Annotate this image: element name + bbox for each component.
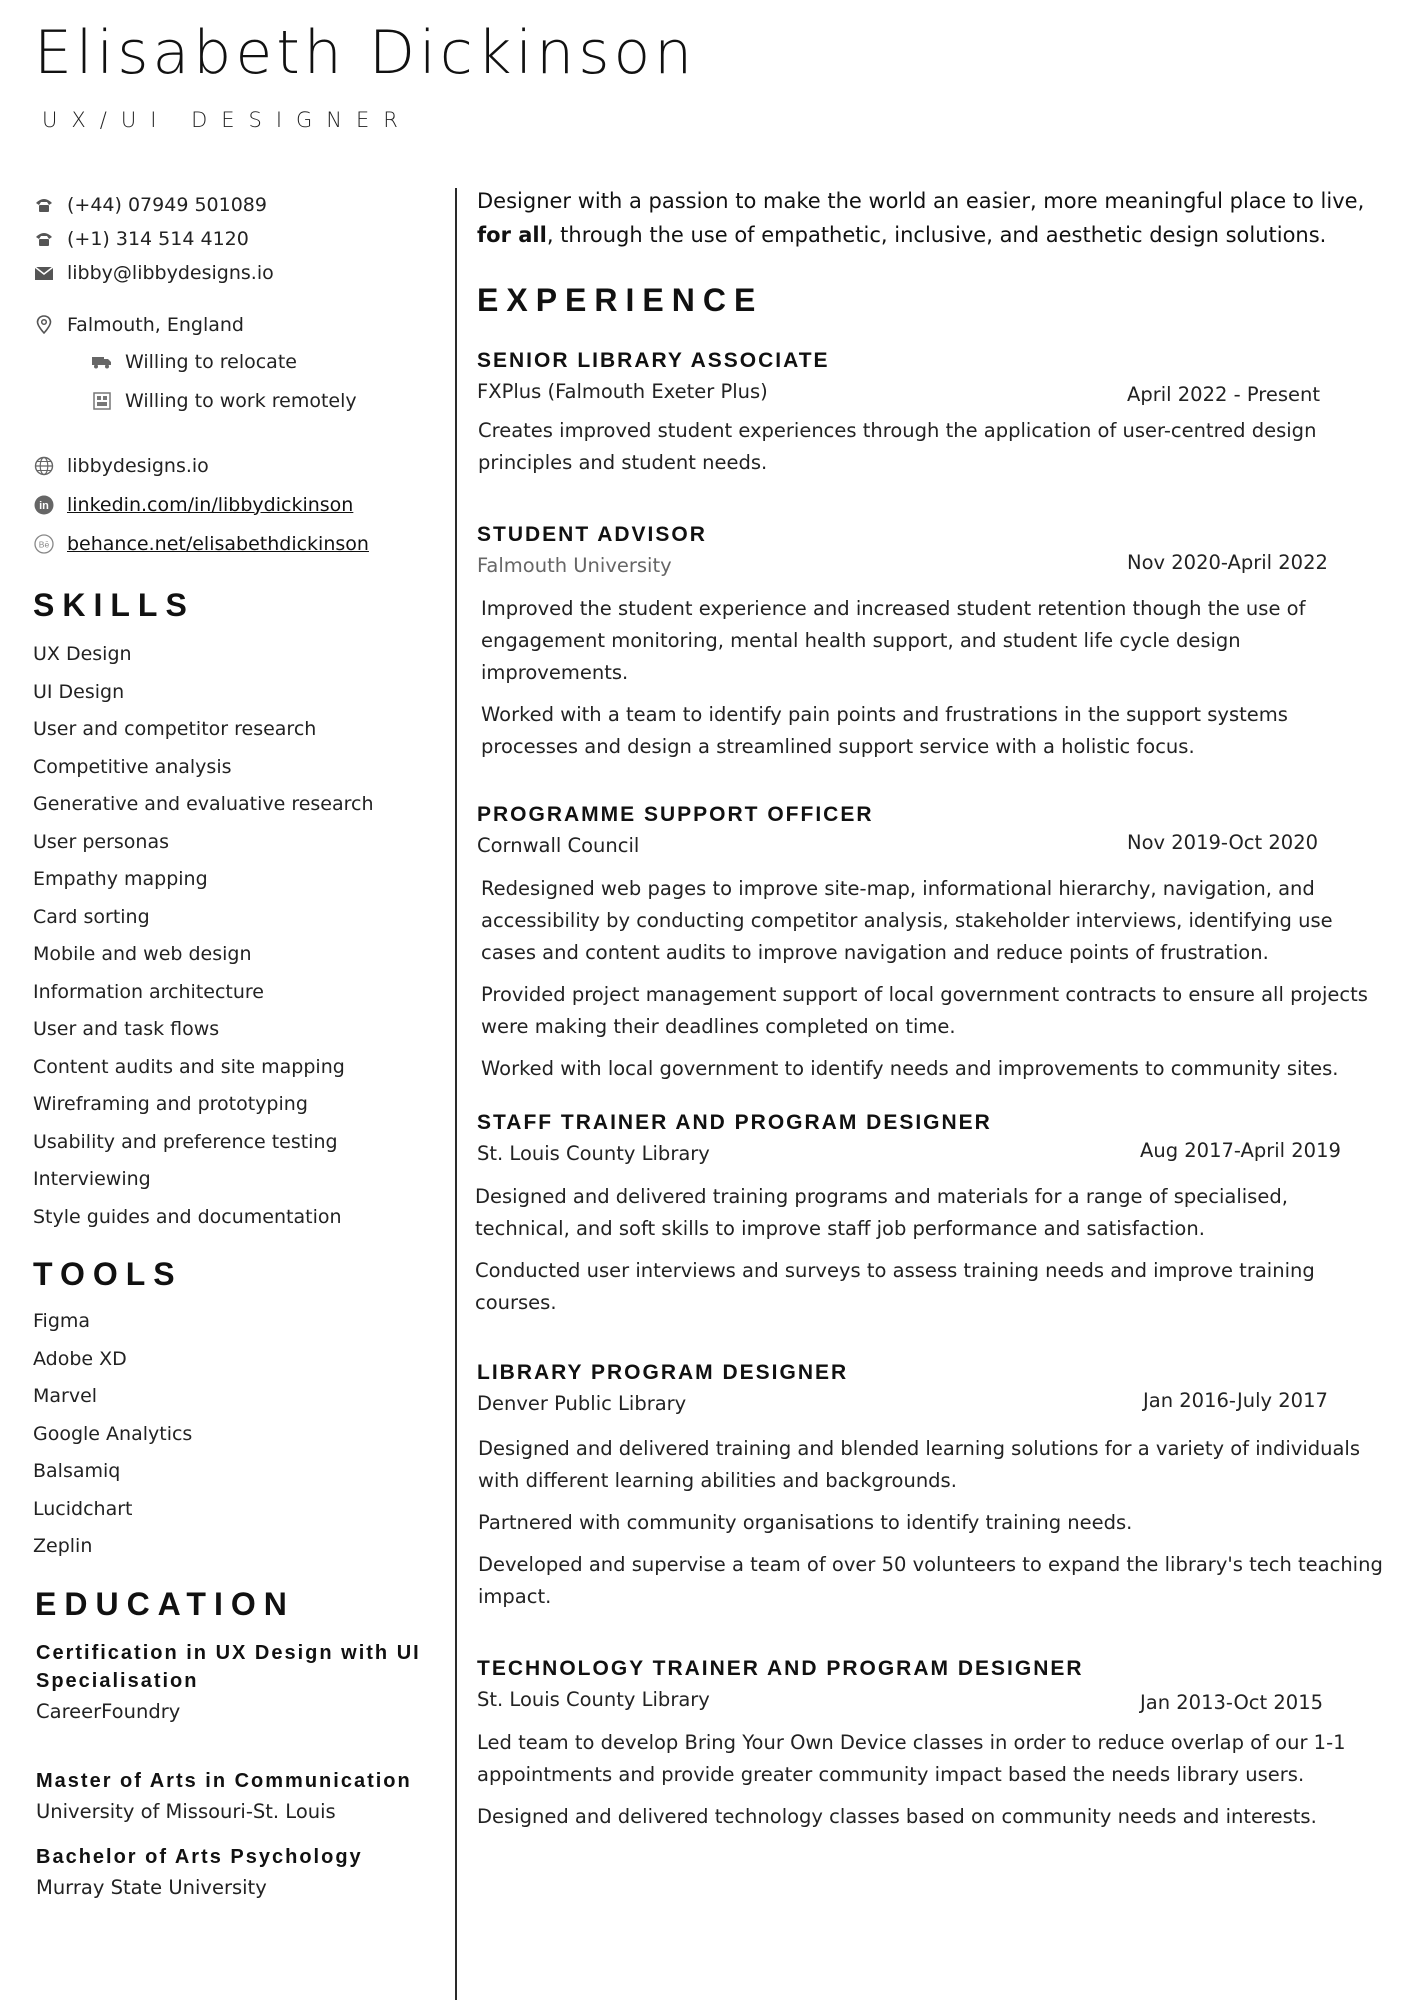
job-title: STUDENT ADVISOR — [477, 523, 707, 546]
globe-icon — [33, 456, 55, 476]
education-entry — [36, 1767, 448, 1829]
skill-item: Style guides and documentation — [33, 1205, 342, 1228]
experience-entry — [477, 519, 1387, 763]
tool-item: Figma — [33, 1310, 91, 1332]
skill-item: Competitive analysis — [33, 755, 232, 778]
envelope-icon — [33, 263, 55, 283]
job-description: Designed and delivered technology classes based on community needs and interests. — [477, 1805, 1317, 1828]
job-description: Worked with local government to identify needs and improvements to community sites. — [481, 1057, 1339, 1080]
tool-item: Adobe XD — [33, 1347, 127, 1370]
education-school: Murray State University — [36, 1875, 267, 1899]
experience-entry — [477, 1357, 1387, 1613]
job-description: Creates improved student experiences through the application of user-centred design principles and student needs. — [478, 419, 1317, 474]
contact-website — [33, 446, 448, 485]
skill-item: Wireframing and prototyping — [33, 1093, 308, 1115]
education-degree: Certification in UX Design with UI Specialisation — [36, 1641, 421, 1692]
experience-entry — [477, 1107, 1387, 1319]
job-dates: Jan 2013-Oct 2015 — [1140, 1691, 1324, 1714]
website-link[interactable]: libbydesigns.io — [67, 454, 209, 477]
tools-list — [33, 1303, 448, 1566]
tools-heading: TOOLS — [33, 1256, 183, 1292]
job-organisation: St. Louis County Library — [477, 1142, 710, 1165]
job-title: STAFF TRAINER AND PROGRAM DESIGNER — [477, 1111, 992, 1134]
contact-location — [33, 308, 448, 342]
skills-list — [33, 636, 448, 1236]
phone-icon — [33, 195, 55, 215]
behance-icon — [33, 534, 55, 554]
skill-item: UX Design — [33, 643, 132, 665]
behance-link[interactable]: behance.net/elisabethdickinson — [67, 532, 369, 555]
tool-item: Lucidchart — [33, 1497, 133, 1520]
contact-linkedin — [33, 485, 448, 524]
phone-uk-text: (+44) 07949 501089 — [67, 194, 267, 216]
education-degree: Bachelor of Arts Psychology — [36, 1845, 363, 1868]
skill-item: Information architecture — [33, 980, 264, 1003]
phone-icon — [33, 229, 55, 249]
remote-text: Willing to work remotely — [125, 390, 357, 412]
experience-entry — [477, 799, 1387, 1085]
job-title: SENIOR LIBRARY ASSOCIATE — [477, 349, 830, 372]
job-organisation: Falmouth University — [477, 554, 672, 577]
experience-entry — [477, 1653, 1387, 1833]
experience-heading: EXPERIENCE — [477, 282, 764, 318]
contact-phone-us — [33, 222, 448, 256]
skill-item: UI Design — [33, 680, 125, 703]
job-title: PROGRAMME SUPPORT OFFICER — [477, 803, 874, 826]
job-dates: Nov 2020-April 2022 — [1127, 551, 1328, 574]
location-pin-icon — [33, 315, 55, 335]
phone-us-text: (+1) 314 514 4120 — [67, 228, 249, 250]
skills-heading: SKILLS — [33, 587, 195, 623]
job-role: UX/UI DESIGNER — [42, 108, 412, 132]
job-title: TECHNOLOGY TRAINER AND PROGRAM DESIGNER — [477, 1657, 1084, 1680]
location-text: Falmouth, England — [67, 314, 244, 336]
skill-item: Mobile and web design — [33, 943, 252, 965]
skill-item: Empathy mapping — [33, 868, 208, 890]
job-description: Developed and supervise a team of over 50 volunteers to expand the library's tech teaching impact. — [478, 1553, 1383, 1608]
column-divider — [455, 188, 457, 2000]
job-dates: Jan 2016-July 2017 — [1143, 1389, 1328, 1412]
summary-text-end: , through the use of empathetic, inclusive, and aesthetic design solutions. — [546, 223, 1327, 247]
skill-item: Interviewing — [33, 1168, 151, 1190]
profile-summary — [477, 184, 1387, 252]
skill-item: Usability and preference testing — [33, 1130, 338, 1153]
contact-relocate — [33, 342, 448, 382]
contact-remote — [33, 382, 448, 420]
education-school: University of Missouri-St. Louis — [36, 1799, 336, 1823]
job-description: Improved the student experience and increased student retention though the use of engagement monitoring, mental health support, and student life cycle design improvements. — [481, 597, 1306, 684]
email-text[interactable]: libby@libbydesigns.io — [67, 262, 274, 284]
skill-item: Card sorting — [33, 905, 150, 928]
job-description: Worked with a team to identify pain points and frustrations in the support systems processes and design a streamlined support service with a holistic focus. — [481, 703, 1288, 758]
contact-phone-uk — [33, 188, 448, 222]
svg-text:in: in — [39, 499, 49, 512]
contact-behance — [33, 524, 448, 563]
education-school: CareerFoundry — [36, 1699, 181, 1723]
education-entry — [36, 1843, 448, 1905]
tool-item: Zeplin — [33, 1535, 93, 1557]
truck-icon — [91, 352, 113, 372]
linkedin-link[interactable]: linkedin.com/in/libbydickinson — [67, 493, 354, 516]
job-description: Designed and delivered training programs and materials for a range of specialised, technical, and soft skills to improve staff job performance and satisfaction. — [475, 1185, 1288, 1240]
main-content — [477, 184, 1387, 1833]
skill-item: Generative and evaluative research — [33, 793, 374, 815]
candidate-name: Elisabeth Dickinson — [34, 18, 697, 88]
summary-emphasis: for all — [477, 223, 547, 247]
experience-list — [477, 345, 1387, 1833]
tool-item: Google Analytics — [33, 1422, 193, 1445]
job-description: Designed and delivered training and blended learning solutions for a variety of individuals with different learning abilities and backgrounds. — [478, 1437, 1361, 1492]
experience-entry — [477, 345, 1387, 479]
job-description: Led team to develop Bring Your Own Device classes in order to reduce overlap of our 1-1 appointments and provide greater community impact based the needs library users. — [477, 1731, 1346, 1786]
sidebar — [33, 188, 448, 1905]
job-description: Partnered with community organisations to identify training needs. — [478, 1511, 1133, 1534]
job-description: Provided project management support of local government contracts to ensure all projects were making their deadlines completed on time. — [481, 983, 1368, 1038]
job-organisation: FXPlus (Falmouth Exeter Plus) — [477, 380, 768, 403]
skill-item: User and competitor research — [33, 718, 317, 740]
job-description: Redesigned web pages to improve site-map, informational hierarchy, navigation, and accessibility by conducting competitor analysis, stakeholder interviews, identifying use cases and content audits to improve navigation and reduce points of frustration. — [481, 877, 1333, 964]
tool-item: Balsamiq — [33, 1460, 121, 1482]
job-dates: April 2022 - Present — [1127, 383, 1320, 406]
education-list — [33, 1639, 448, 1905]
job-description: Conducted user interviews and surveys to assess training needs and improve training courses. — [475, 1259, 1315, 1314]
skill-item: User personas — [33, 830, 170, 853]
job-title: LIBRARY PROGRAM DESIGNER — [477, 1361, 849, 1384]
job-dates: Aug 2017-April 2019 — [1140, 1139, 1341, 1162]
svg-text:Bē: Bē — [38, 539, 50, 549]
skill-item: Content audits and site mapping — [33, 1055, 345, 1078]
education-entry — [36, 1639, 448, 1729]
remote-work-icon — [91, 391, 113, 411]
job-organisation: Denver Public Library — [477, 1392, 687, 1415]
education-degree: Master of Arts in Communication — [36, 1769, 412, 1792]
tool-item: Marvel — [33, 1385, 98, 1407]
job-dates: Nov 2019-Oct 2020 — [1127, 831, 1319, 854]
relocate-text: Willing to relocate — [125, 351, 297, 373]
skill-item: User and task flows — [33, 1018, 220, 1040]
education-heading: EDUCATION — [35, 1585, 295, 1622]
contact-email — [33, 256, 448, 290]
job-organisation: St. Louis County Library — [477, 1688, 710, 1711]
summary-text: Designer with a passion to make the world an easier, more meaningful place to live, — [477, 189, 1365, 213]
job-organisation: Cornwall Council — [477, 834, 640, 857]
linkedin-icon — [33, 495, 55, 515]
